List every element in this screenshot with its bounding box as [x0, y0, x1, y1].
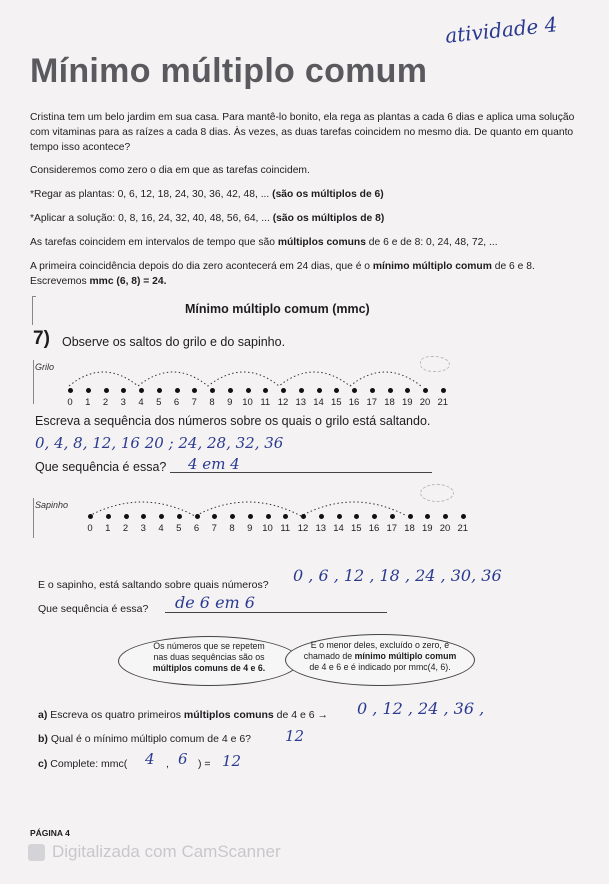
grilo-tick-13: 13 — [295, 397, 307, 408]
grilo-tick-6: 6 — [173, 397, 180, 408]
sapinho-dot-17 — [390, 514, 395, 519]
sapinho-question-2: Que sequência é essa? — [38, 603, 149, 615]
sapinho-dot-8 — [230, 514, 235, 519]
question-number: 7) — [33, 328, 50, 349]
grilo-tick-10: 10 — [242, 397, 253, 408]
grilo-dot-15 — [334, 388, 339, 393]
sapinho-dot-9 — [248, 514, 253, 519]
bubble-left — [118, 636, 300, 686]
page-footer: PÁGINA 4 — [30, 828, 70, 838]
grilo-label: Grilo — [35, 362, 55, 372]
sapinho-dot-21 — [461, 514, 466, 519]
sapinho-number-line — [88, 514, 508, 544]
sapinho-tick-14: 14 — [333, 523, 344, 534]
grilo-dot-4 — [139, 388, 144, 393]
question-a-term: múltiplos comuns — [183, 709, 274, 721]
sapinho-tick-18: 18 — [404, 523, 415, 534]
sapinho-tick-12: 12 — [297, 523, 309, 534]
handwritten-note: atividade 4 — [444, 12, 559, 48]
multiples-of-6-text: *Regar as plantas: 0, 6, 12, 18, 24, 30, 36, 42, 48, ... — [30, 189, 273, 200]
sapinho-tick-17: 17 — [386, 523, 398, 534]
sapinho-tick-13: 13 — [315, 523, 327, 534]
question-a — [38, 709, 328, 721]
grilo-tick-8: 8 — [209, 397, 215, 408]
grilo-dot-3 — [121, 388, 126, 393]
question-b-text: Qual é o mínimo múltiplo comum de 4 e 6? — [50, 733, 252, 745]
sapinho-left-rule — [33, 498, 34, 538]
notation-formula: mmc (6, 8) = 24. — [89, 276, 167, 287]
multiples-of-8-line — [30, 211, 590, 226]
sapinho-dot-7 — [212, 514, 217, 519]
sapinho-dot-6 — [195, 514, 200, 519]
bubble-right-term: mínimo múltiplo comum — [354, 651, 457, 661]
mmc-term: mínimo múltiplo comum — [372, 261, 492, 272]
sapinho-dot-13 — [319, 514, 324, 519]
multiples-of-6-note: (são os múltiplos de 6) — [272, 189, 384, 200]
notation-text: Escrevemos — [30, 276, 90, 287]
grilo-tick-17: 17 — [366, 397, 378, 408]
grilo-dot-8 — [210, 388, 215, 393]
question-c-comma: , — [166, 758, 169, 770]
question-b-answer[interactable]: 12 — [285, 727, 305, 745]
grilo-tick-9: 9 — [227, 397, 233, 408]
sapinho-dot-11 — [283, 514, 288, 519]
question-b — [38, 733, 251, 745]
sapinho-answer-2-line — [165, 611, 387, 613]
sapinho-tick-6: 6 — [193, 523, 200, 534]
sapinho-tick-15: 15 — [350, 523, 362, 534]
common-multiples-text-c: de 6 e de 8: 0, 24, 48, 72, ... — [365, 237, 498, 248]
grilo-dot-13 — [299, 388, 304, 393]
section-subtitle: Mínimo múltiplo comum (mmc) — [185, 302, 370, 316]
grilo-question-1: Escreva a sequência dos números sobre os quais o grilo está saltando. — [35, 414, 431, 428]
sapinho-icon — [420, 484, 454, 502]
first-coincidence-text-a: A primeira coincidência depois do dia zero acontecerá em 24 dias, que é o — [30, 261, 373, 272]
sapinho-dot-4 — [159, 514, 164, 519]
grilo-tick-11: 11 — [260, 397, 271, 408]
sapinho-tick-2: 2 — [122, 523, 129, 534]
bubble-left-line-3: múltiplos comuns de 4 e 6. — [152, 663, 266, 673]
camscanner-icon — [28, 844, 45, 861]
intro-paragraph: Cristina tem um belo jardim em sua casa. Para mantê-lo bonito, ela rega as plantas a cada 6 dias e aplica uma solução com vitaminas para as raízes a cada 8 dias. Às vezes, as duas tarefas coincidem no mesmo dia. De quanto em quanto tempo isso acontece? — [30, 112, 575, 153]
sapinho-answer-2[interactable]: de 6 em 6 — [175, 593, 255, 612]
grilo-tick-14: 14 — [313, 397, 324, 408]
sapinho-dot-2 — [124, 514, 129, 519]
grilo-dot-19 — [405, 388, 410, 393]
common-multiples-text-a: As tarefas coincidem em intervalos de tempo que são — [30, 237, 278, 248]
sapinho-tick-4: 4 — [158, 523, 164, 534]
grilo-answer-2-line — [170, 471, 432, 473]
grilo-tick-12: 12 — [277, 397, 289, 408]
grilo-dot-0 — [68, 388, 73, 393]
grilo-dot-6 — [175, 388, 180, 393]
question-a-answer[interactable]: 0 , 12 , 24 , 36 , — [357, 699, 485, 718]
grilo-dot-5 — [157, 388, 162, 393]
grilo-dot-14 — [317, 388, 322, 393]
sapinho-dot-19 — [425, 514, 430, 519]
grilo-icon — [420, 356, 450, 372]
bubble-right-line-2a: chamado de — [303, 651, 355, 661]
grilo-tick-2: 2 — [102, 397, 109, 408]
sapinho-tick-0: 0 — [87, 523, 93, 534]
grilo-tick-0: 0 — [67, 397, 73, 408]
sapinho-dot-3 — [141, 514, 146, 519]
intro-zero-day: Consideremos como zero o dia em que as tarefas coincidem. — [30, 165, 310, 176]
bubble-right-line-1: E o menor deles, excluído o zero, é — [310, 640, 450, 650]
sapinho-tick-3: 3 — [140, 523, 146, 534]
sapinho-tick-5: 5 — [176, 523, 182, 534]
question-c-close: ) = — [198, 758, 211, 770]
watermark: Digitalizada com CamScanner — [52, 842, 281, 861]
grilo-dot-11 — [263, 388, 268, 393]
sapinho-question-1: E o sapinho, está saltando sobre quais números? — [38, 579, 269, 591]
grilo-tick-4: 4 — [138, 397, 144, 408]
grilo-dot-10 — [246, 388, 251, 393]
sapinho-tick-7: 7 — [211, 523, 217, 534]
grilo-jump-arcs — [66, 362, 466, 390]
grilo-dot-16 — [352, 388, 357, 393]
grilo-tick-21: 21 — [437, 397, 449, 408]
sapinho-dot-15 — [354, 514, 359, 519]
grilo-dot-9 — [228, 388, 233, 393]
sapinho-tick-8: 8 — [229, 523, 235, 534]
sapinho-tick-11: 11 — [280, 523, 291, 534]
question-a-text-a: Escreva os quatro primeiros — [50, 709, 184, 721]
bubble-right — [285, 634, 475, 686]
grilo-dot-20 — [423, 388, 428, 393]
grilo-tick-20: 20 — [419, 397, 431, 408]
first-coincidence-line — [30, 259, 590, 289]
grilo-tick-15: 15 — [330, 397, 342, 408]
page-title: Mínimo múltiplo comum — [30, 52, 428, 90]
grilo-tick-7: 7 — [191, 397, 197, 408]
sapinho-dot-1 — [106, 514, 111, 519]
grilo-answer-1[interactable]: 0, 4, 8, 12, 16 20 ; 24, 28, 32, 36 — [35, 434, 284, 452]
question-c-arg1[interactable]: 4 — [145, 750, 155, 768]
sapinho-tick-10: 10 — [262, 523, 273, 534]
grilo-dot-2 — [104, 388, 109, 393]
sapinho-tick-20: 20 — [439, 523, 451, 534]
grilo-tick-5: 5 — [156, 397, 162, 408]
grilo-question-2: Que sequência é essa? — [35, 460, 167, 474]
question-a-text-c: de 4 e 6 → — [273, 709, 329, 721]
grilo-dot-12 — [281, 388, 286, 393]
section-bracket — [32, 296, 36, 325]
multiples-of-6-line — [30, 187, 590, 202]
grilo-dot-21 — [441, 388, 446, 393]
common-multiples-line — [30, 235, 590, 250]
question-c-label: c) — [38, 758, 48, 770]
question-b-label: b) — [38, 733, 48, 745]
sapinho-dot-5 — [177, 514, 182, 519]
common-multiples-term: múltiplos comuns — [277, 237, 366, 248]
grilo-tick-3: 3 — [120, 397, 126, 408]
grilo-tick-1: 1 — [85, 397, 91, 408]
grilo-dot-17 — [370, 388, 375, 393]
grilo-dot-1 — [86, 388, 91, 393]
bubble-left-line-2: nas duas sequências são os — [153, 652, 265, 662]
grilo-left-rule — [33, 360, 34, 404]
question-c-answer[interactable]: 12 — [222, 752, 242, 770]
multiples-of-8-note: (são os múltiplos de 8) — [272, 213, 385, 224]
sapinho-dot-12 — [301, 514, 306, 519]
bubble-left-line-1: Os números que se repetem — [153, 641, 265, 651]
sapinho-dot-14 — [337, 514, 342, 519]
grilo-dot-18 — [388, 388, 393, 393]
grilo-dot-7 — [192, 388, 197, 393]
sapinho-tick-21: 21 — [457, 523, 469, 534]
sapinho-dot-0 — [88, 514, 93, 519]
grilo-tick-18: 18 — [384, 397, 395, 408]
sapinho-dot-20 — [443, 514, 448, 519]
sapinho-dot-18 — [408, 514, 413, 519]
sapinho-tick-1: 1 — [105, 523, 111, 534]
sapinho-dot-16 — [372, 514, 377, 519]
grilo-tick-19: 19 — [401, 397, 413, 408]
sapinho-answer-1[interactable]: 0 , 6 , 12 , 18 , 24 , 30, 36 — [293, 566, 502, 585]
multiples-of-8-text: *Aplicar a solução: 0, 8, 16, 24, 32, 40, 48, 56, 64, ... — [30, 213, 273, 224]
first-coincidence-text-c: de 6 e 8. — [491, 261, 535, 272]
sapinho-dot-10 — [266, 514, 271, 519]
sapinho-tick-16: 16 — [368, 523, 380, 534]
question-c-text: Complete: mmc( — [50, 758, 128, 770]
question-text: Observe os saltos do grilo e do sapinho. — [62, 335, 286, 349]
sapinho-tick-9: 9 — [247, 523, 253, 534]
question-a-label: a) — [38, 709, 48, 721]
sapinho-label: Sapinho — [35, 500, 69, 510]
bubble-right-line-3: de 4 e 6 e é indicado por mmc(4, 6). — [309, 662, 451, 672]
question-c — [38, 758, 127, 770]
sapinho-tick-19: 19 — [421, 523, 433, 534]
grilo-answer-2[interactable]: 4 em 4 — [188, 455, 240, 473]
grilo-tick-16: 16 — [348, 397, 360, 408]
question-c-arg2[interactable]: 6 — [178, 750, 188, 768]
